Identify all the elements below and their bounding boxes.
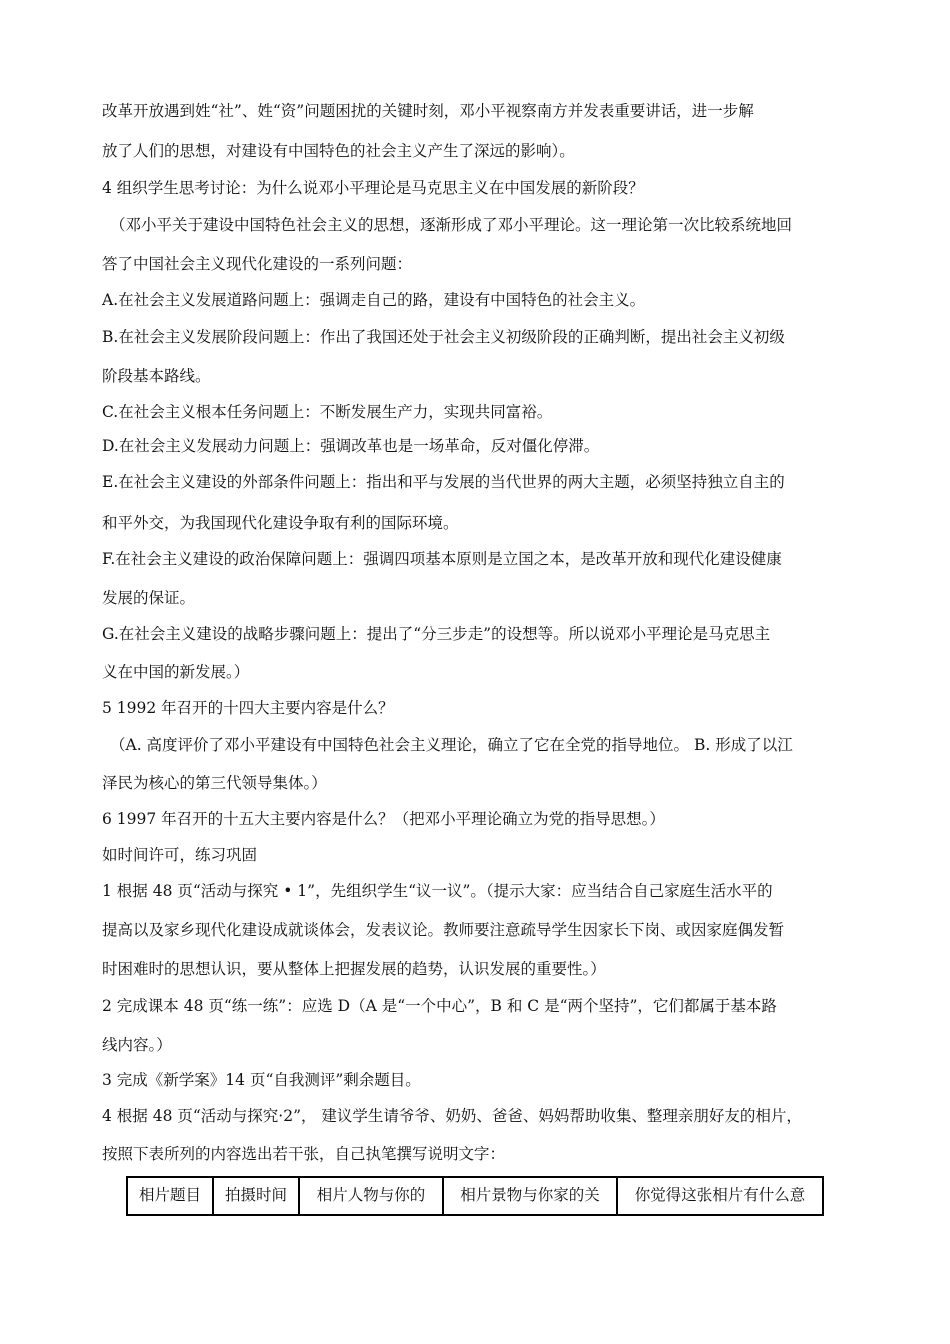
text-line: 线内容。） [102, 1036, 172, 1054]
text-line: 6 1997 年召开的十五大主要内容是什么？（把邓小平理论确立为党的指导思想。） [102, 810, 665, 828]
text-line: 泽民为核心的第三代领导集体。） [102, 774, 327, 792]
text-line: 3 完成《新学案》14 页“自我测评”剩余题目。 [102, 1071, 421, 1089]
table-header-cell: 拍摄时间 [213, 1177, 299, 1215]
text-line: 如时间许可，练习巩固 [102, 846, 258, 864]
text-line: E.在社会主义建设的外部条件问题上：指出和平与发展的当代世界的两大主题，必须坚持独立自主的 [102, 473, 785, 491]
photo-info-table [126, 1176, 824, 1216]
text-line: 发展的保证。 [102, 589, 196, 607]
text-line: 义在中国的新发展。） [102, 663, 250, 681]
text-line: 4 根据 48 页“活动与探究·2”， 建议学生请爷爷、奶奶、爸爸、妈妈帮助收集、整理亲朋好友的相片， [102, 1107, 802, 1125]
table-header-cell: 相片题目 [127, 1177, 213, 1215]
text-line: 2 完成课本 48 页“练一练”：应选 D（A 是“一个中心”，B 和 C 是“两个坚持”，它们都属于基本路 [102, 997, 777, 1015]
text-line: 和平外交，为我国现代化建设争取有利的国际环境。 [102, 514, 459, 532]
text-line: 时困难时的思想认识，要从整体上把握发展的趋势，认识发展的重要性。） [102, 960, 606, 978]
table-header-cell: 相片景物与你家的关 [443, 1177, 617, 1215]
text-line: 5 1992 年召开的十四大主要内容是什么？ [102, 699, 394, 717]
text-line: F.在社会主义建设的政治保障问题上：强调四项基本原则是立国之本，是改革开放和现代化建设健康 [102, 550, 782, 568]
text-line: 提高以及家乡现代化建设成就谈体会，发表议论。教师要注意疏导学生因家长下岗、或因家庭偶发暂 [102, 921, 785, 939]
table-header-row [127, 1177, 823, 1215]
text-line: 改革开放遇到姓“社”、姓“资”问题困扰的关键时刻，邓小平视察南方并发表重要讲话，进一步解 [102, 102, 754, 120]
text-line: 4 组织学生思考讨论：为什么说邓小平理论是马克思主义在中国发展的新阶段？ [102, 179, 644, 197]
text-line: （A. 高度评价了邓小平建设有中国特色社会主义理论，确立了它在全党的指导地位。 B. 形成了以江 [110, 736, 793, 754]
text-line: 1 根据 48 页“活动与探究 • 1”，先组织学生“议一议”。（提示大家：应当结合自己家庭生活水平的 [102, 882, 773, 900]
text-line: 按照下表所列的内容选出若干张，自己执笔撰写说明文字： [102, 1145, 506, 1163]
table-header-cell: 你觉得这张相片有什么意 [617, 1177, 823, 1215]
text-line: C.在社会主义根本任务问题上：不断发展生产力，实现共同富裕。 [102, 403, 553, 421]
text-line: G.在社会主义建设的战略步骤问题上：提出了“分三步走”的设想等。所以说邓小平理论是马克思主 [102, 625, 771, 643]
text-line: 阶段基本路线。 [102, 367, 211, 385]
text-line: B.在社会主义发展阶段问题上：作出了我国还处于社会主义初级阶段的正确判断，提出社会主义初级 [102, 328, 785, 346]
text-line: D.在社会主义发展动力问题上：强调改革也是一场革命，反对僵化停滞。 [102, 437, 600, 455]
table-header-cell: 相片人物与你的 [299, 1177, 443, 1215]
text-line: 放了人们的思想，对建设有中国特色的社会主义产生了深远的影响）。 [102, 142, 575, 160]
text-line: 答了中国社会主义现代化建设的一系列问题： [102, 255, 413, 273]
text-line: A.在社会主义发展道路问题上：强调走自己的路，建设有中国特色的社会主义。 [102, 291, 646, 309]
text-line: （邓小平关于建设中国特色社会主义的思想，逐渐形成了邓小平理论。这一理论第一次比较系统地回 [110, 216, 793, 234]
